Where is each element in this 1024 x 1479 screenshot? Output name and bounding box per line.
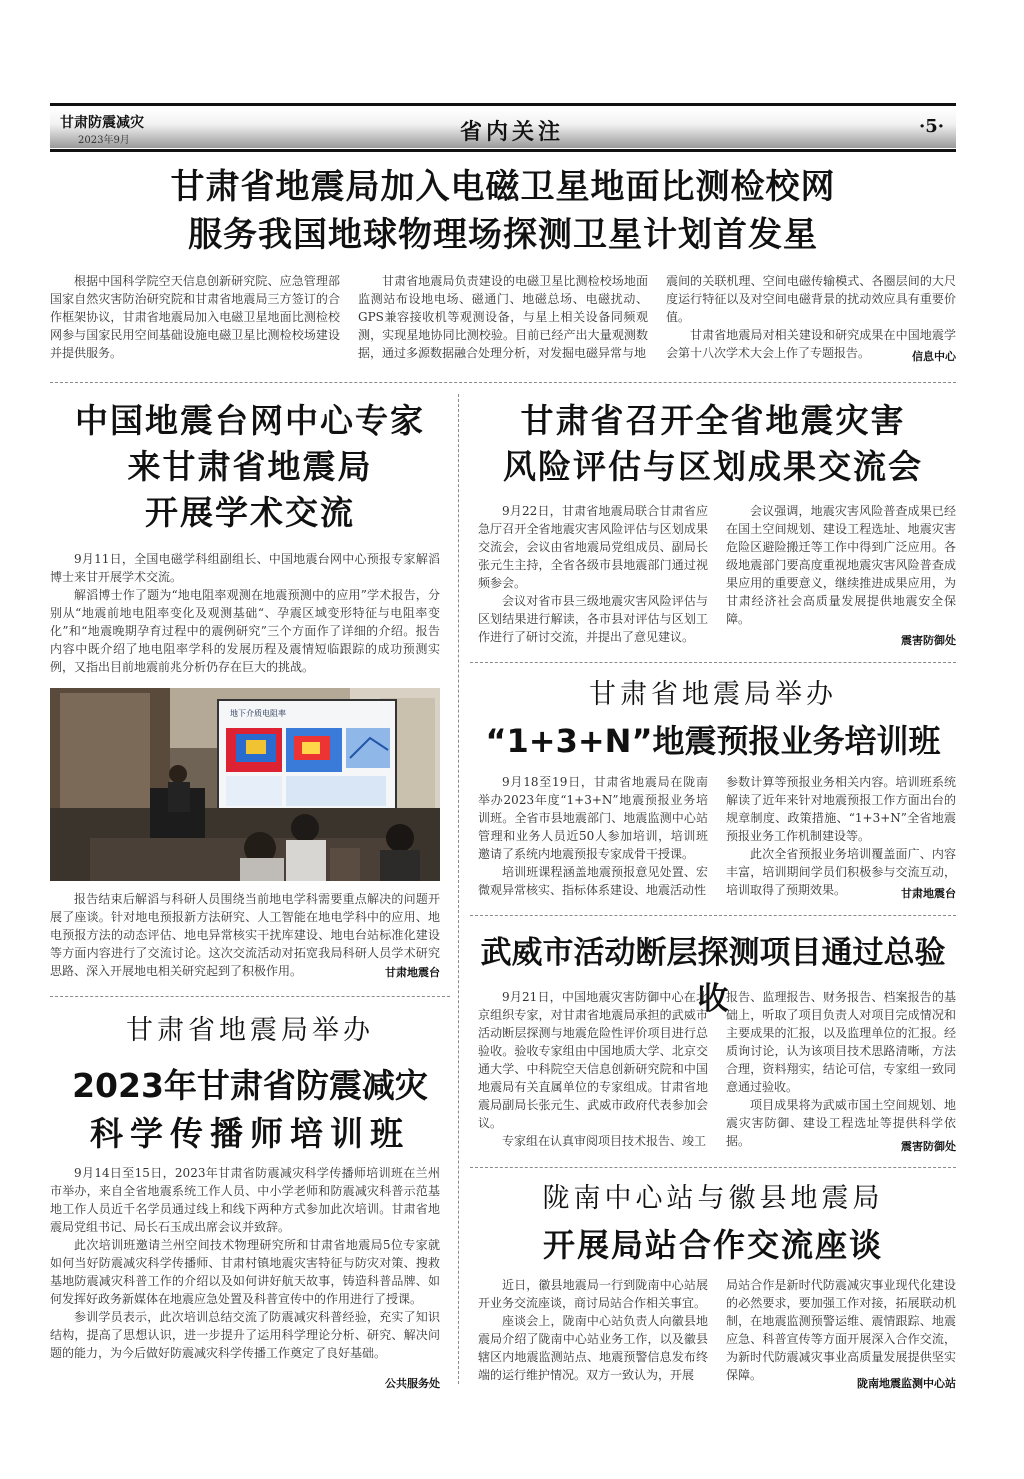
article4-col2: 参数计算等预报业务相关内容。培训班系统解读了近年来针对地震预报工作方面出台的规章制度、政策措施、“1+3+N”全省地震预报业务工作机制建设等。 此次全省预报业务培训覆盖面广、内容丰富，培训期间学员们积极参与交流互动，培训取得了预期效果。 xyxy=(726,775,956,897)
article5-col1: 9月21日，中国地震灾害防御中心在北京组织专家，对甘肃省地震局承担的武威市活动断层探测与地震危险性评价项目进行总验收。验收专家组由中国地质大学、北京交通大学、中科院空天信息创新研究院和中国地震局有关直属单位的专家组成。甘肃省地震局副局长张元生、武威市政府代表参加会议。 专家组在认真审阅项目技术报告、竣工 xyxy=(478,990,708,1148)
column-divider xyxy=(458,394,459,1384)
article7-col1: 近日，徽县地震局一行到陇南中心站展开业务交流座谈，商讨局站合作相关事宜。 座谈会上，陇南中心站负责人向徽县地震局介绍了陇南中心站业务工作，以及徽县辖区内地震监测站点、地震预警信息发布终端的运行维护情况。双方一致认为，开展 xyxy=(478,1278,708,1382)
article2-title-line2: 来甘肃省地震局 xyxy=(127,447,373,486)
article1-col2: 甘肃省地震局负责建设的电磁卫星比测检校场地面监测站布设地电场、磁通门、地磁总场、电磁扰动、GPS兼容接收机等观测设备，与星上相关设备同频观测，实现星地协同比测校验。目前已经产出大量观测数据，通过多源数据融合处理分析，对发掘电磁异常与地 xyxy=(358,274,648,360)
article1-col3: 震间的关联机理、空间电磁传输模式、各圈层间的大尺度运行特征以及对空间电磁背景的扰动效应具有重要价值。 甘肃省地震局对相关建设和研究成果在中国地震学会第十八次学术大会上作了专题报告。 xyxy=(666,274,956,360)
publication-name: 甘肃防震减灾 xyxy=(60,115,144,131)
article5-col2: 报告、监理报告、财务报告、档案报告的基础上，听取了项目负责人对项目完成情况和主要成果的汇报，以及监理单位的汇报。经质询讨论，认为该项目技术思路清晰，方法合理，资料翔实，结论可信，专家组一致同意通过验收。 项目成果将为武威市国土空间规划、地震灾害防御、建设工程选址等提供科学依据。 xyxy=(726,990,956,1148)
divider xyxy=(470,662,956,663)
article2-body-bottom: 报告结束后解滔与科研人员围绕当前地电学科需要重点解决的问题开展了座谈。针对地电预报新方法研究、人工智能在地电学科中的应用、地电预报方法的动态评估、地电异常核实干扰库建设、地电台站标准化建设等方面内容进行了交流讨论。这次交流活动对拓宽我局科研人员学术研究思路、深入开展地电相关研究起到了积极作用。 xyxy=(50,892,440,978)
article7-col2: 局站合作是新时代防震减灾事业现代化建设的必然要求，要加强工作对接，拓展联动机制，在地震监测预警运维、震情跟踪、地震应急、科普宣传等方面开展深入合作交流，为新时代防震减灾事业高质量发展提供坚实保障。 xyxy=(726,1278,956,1382)
article2-source: 甘肃地震台 xyxy=(385,966,440,979)
article6-title xyxy=(50,1062,450,1158)
article4-col1: 9月18至19日，甘肃省地震局在陇南举办2023年度“1+3+N”地震预报业务培训班。全省市县地震部门、地震监测中心站管理和业务人员近50人参加培训，培训班邀请了系统内地震预报专家成骨干授课。 培训班课程涵盖地震预报意见处置、宏微观异常核实、指标体系建设、地震活动性 xyxy=(478,775,708,897)
article3-col1: 9月22日，甘肃省地震局联合甘肃省应急厅召开全省地震灾害风险评估与区划成果交流会，会议由省地震局党组成员、副局长张元生主持，全省各级市县地震部门通过视频参会。 会议对省市县三级地震灾害风险评估与区划结果进行解读，各市县对评估与区划工作进行了研讨交流，并提出了意见建议。 xyxy=(478,504,708,644)
publication-date: 2023年9月 xyxy=(78,135,130,146)
article2-title xyxy=(50,398,450,536)
article4-source: 甘肃地震台 xyxy=(901,887,956,900)
article3-title-line2: 风险评估与区划成果交流会 xyxy=(503,447,923,486)
screen-title: 地下介质电阻率 xyxy=(230,709,286,718)
article3-title xyxy=(470,398,956,490)
article6-source: 公共服务处 xyxy=(385,1377,440,1390)
article4-kicker: 甘肃省地震局举办 xyxy=(589,679,837,710)
header-top-rule xyxy=(50,103,956,106)
article2-title-line3: 开展学术交流 xyxy=(145,493,355,532)
header-bottom-rule xyxy=(50,149,956,152)
divider xyxy=(470,1167,956,1168)
article5-source: 震害防御处 xyxy=(901,1140,956,1153)
article2-body-top: 9月11日，全国电磁学科组副组长、中国地震台网中心预报专家解滔博士来甘开展学术交流。 解滔博士作了题为“地电阻率观测在地震预测中的应用”学术报告，分别从“地震前地电阻率变化及观测基础“、孕震区域变形特征与电阻率变化”和“地震晚期孕育过程中的震例研究”三个方面作了详细的介绍。报告内容中既介绍了地电阻率学科的发展历程及震情短临跟踪的成功预测实例，又指出目前地震前兆分析仍存在巨大的挑战。 xyxy=(50,552,440,674)
article1-col1: 根据中国科学院空天信息创新研究院、应急管理部国家自然灾害防治研究院和甘肃省地震局三方签订的合作框架协议，甘肃省地震局加入电磁卫星地面比测检校网参与国家民用空间基础设施电磁卫星比测检校场建设并提供服务。 xyxy=(50,274,340,360)
article7-kicker: 陇南中心站与徽县地震局 xyxy=(542,1183,884,1214)
article6-kicker: 甘肃省地震局举办 xyxy=(126,1015,374,1046)
article3-col2: 会议强调，地震灾害风险普查成果已经在国土空间规划、建设工程选址、地震灾害危险区避险搬迁等工作中得到广泛应用。各级地震部门要高度重视地震灾害风险普查成果应用的重要意义，继续推进成果应用，为甘肃经济社会高质量发展提供地震安全保障。 xyxy=(726,504,956,626)
article3-source: 震害防御处 xyxy=(901,634,956,647)
article7-source: 陇南地震监测中心站 xyxy=(857,1377,956,1390)
page-number: ·5· xyxy=(918,116,944,137)
article6-body: 9月14日至15日，2023年甘肃省防震减灾科学传播师培训班在兰州市举办，来自全省地震系统工作人员、中小学老师和防震减灾科普示范基地工作人员近千名学员通过线上和线下两种方式参加此次培训。甘肃省地震局党组书记、局长石玉成出席会议并致辞。 此次培训班邀请兰州空间技术物理研究所和甘肃省地震局5位专家就如何当好防震减灾科学传播师、甘肃村镇地震灾害特征与防灾对策、搜救基地防震减灾科普工作的介绍以及如何讲好航天故事，铸造科普品牌、如何发挥好政务新媒体在地震应急处置及科普宣传中的作用进行了授课。 参训学员表示，此次培训总结交流了防震减灾科普经验，充实了知识结构，提高了思想认识，进一步提升了运用科学理论分析、研究、解决问题的能力，为今后做好防震减灾科学传播工作奠定了良好基础。 xyxy=(50,1166,440,1360)
article5-title: 武威市活动断层探测项目通过总验收 xyxy=(480,935,946,1017)
divider xyxy=(50,996,450,997)
article6-title-line2: 2023年甘肃省防震减灾 xyxy=(72,1066,428,1105)
article2-title-line1: 中国地震台网中心专家 xyxy=(75,401,425,440)
article1-title xyxy=(50,163,956,259)
article4-title: “1+3+N”地震预报业务培训班 xyxy=(485,722,941,760)
lecture-photo xyxy=(50,688,440,881)
article1-title-line2: 服务我国地球物理场探测卫星计划首发星 xyxy=(188,215,818,255)
article1-source: 信息中心 xyxy=(912,350,956,363)
article7-title: 开展局站合作交流座谈 xyxy=(542,1226,883,1264)
divider xyxy=(470,915,956,916)
article1-title-line1: 甘肃省地震局加入电磁卫星地面比测检校网 xyxy=(170,167,836,207)
article6-title-line3: 科学传播师培训班 xyxy=(90,1114,410,1153)
section-title: 省内关注 xyxy=(459,119,564,145)
article3-title-line1: 甘肃省召开全省地震灾害 xyxy=(520,401,906,440)
divider xyxy=(50,382,956,383)
